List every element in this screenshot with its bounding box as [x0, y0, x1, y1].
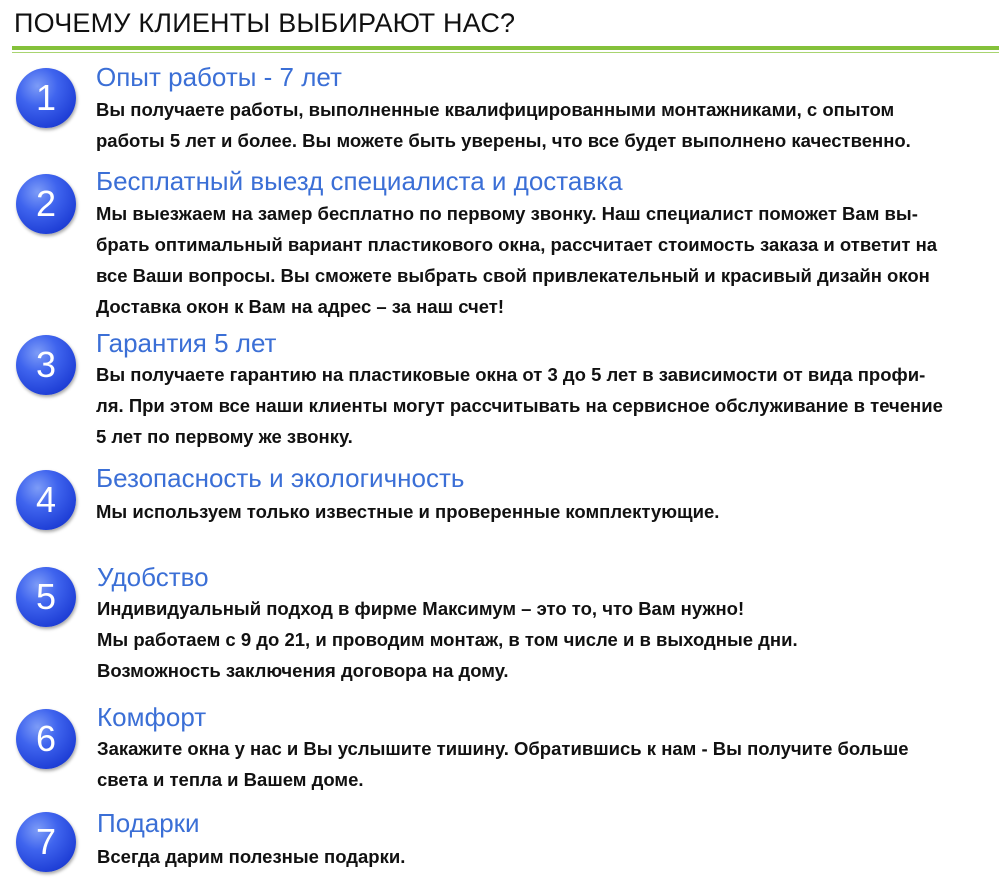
benefit-description [96, 94, 911, 156]
description-line: Мы работаем с 9 до 21, и проводим монтаж, в том числе и в выходные дни. [97, 629, 798, 650]
benefit-title: Гарантия 5 лет [96, 328, 277, 358]
description-line: Доставка окон к Вам на адрес – за наш счет! [96, 296, 505, 317]
description-line: Всегда дарим полезные подарки. [97, 846, 406, 867]
benefit-description [97, 593, 798, 686]
benefit-description [96, 496, 719, 527]
description-line: света и тепла и Вашем доме. [97, 769, 364, 790]
number-badge: 1 [16, 68, 76, 128]
description-line: Вы получаете работы, выполненные квалифицированными монтажниками, с опытом [96, 99, 895, 120]
benefit-title: Комфорт [97, 702, 207, 732]
description-line: Мы используем только известные и проверенные комплектующие. [96, 501, 720, 522]
benefit-title: Опыт работы - 7 лет [96, 62, 342, 92]
number-badge: 7 [16, 812, 76, 872]
benefit-title: Безопасность и экологичность [96, 463, 465, 493]
number-badge: 4 [16, 470, 76, 530]
benefit-description [96, 198, 937, 322]
page-title: ПОЧЕМУ КЛИЕНТЫ ВЫБИРАЮТ НАС? [14, 8, 516, 38]
description-line: все Ваши вопросы. Вы сможете выбрать свой привлекательный и красивый дизайн окон [96, 265, 930, 286]
header-divider [12, 46, 999, 50]
description-line: 5 лет по первому же звонку. [96, 426, 353, 447]
description-line: работы 5 лет и более. Вы можете быть уверены, что все будет выполнено качественно. [96, 130, 911, 151]
benefit-title: Подарки [97, 808, 200, 838]
benefit-title: Бесплатный выезд специалиста и доставка [96, 166, 623, 196]
description-line: Закажите окна у нас и Вы услышите тишину. Обратившись к нам - Вы получите больше [97, 738, 909, 759]
number-badge: 2 [16, 174, 76, 234]
benefit-description [97, 841, 405, 872]
description-line: Индивидуальный подход в фирме Максимум – это то, что Вам нужно! [97, 598, 745, 619]
number-badge: 3 [16, 335, 76, 395]
number-badge: 6 [16, 709, 76, 769]
number-badge: 5 [16, 567, 76, 627]
benefit-title: Удобство [97, 562, 209, 592]
benefit-description [96, 359, 943, 452]
benefit-description [97, 733, 909, 795]
description-line: брать оптимальный вариант пластикового окна, рассчитает стоимость заказа и ответит на [96, 234, 938, 255]
description-line: Возможность заключения договора на дому. [97, 660, 509, 681]
description-line: ля. При этом все наши клиенты могут рассчитывать на сервисное обслуживание в течение [96, 395, 943, 416]
description-line: Вы получаете гарантию на пластиковые окна от 3 до 5 лет в зависимости от вида профи- [96, 364, 926, 385]
header-divider-thin [12, 52, 999, 53]
description-line: Мы выезжаем на замер бесплатно по первому звонку. Наш специалист поможет Вам вы- [96, 203, 918, 224]
